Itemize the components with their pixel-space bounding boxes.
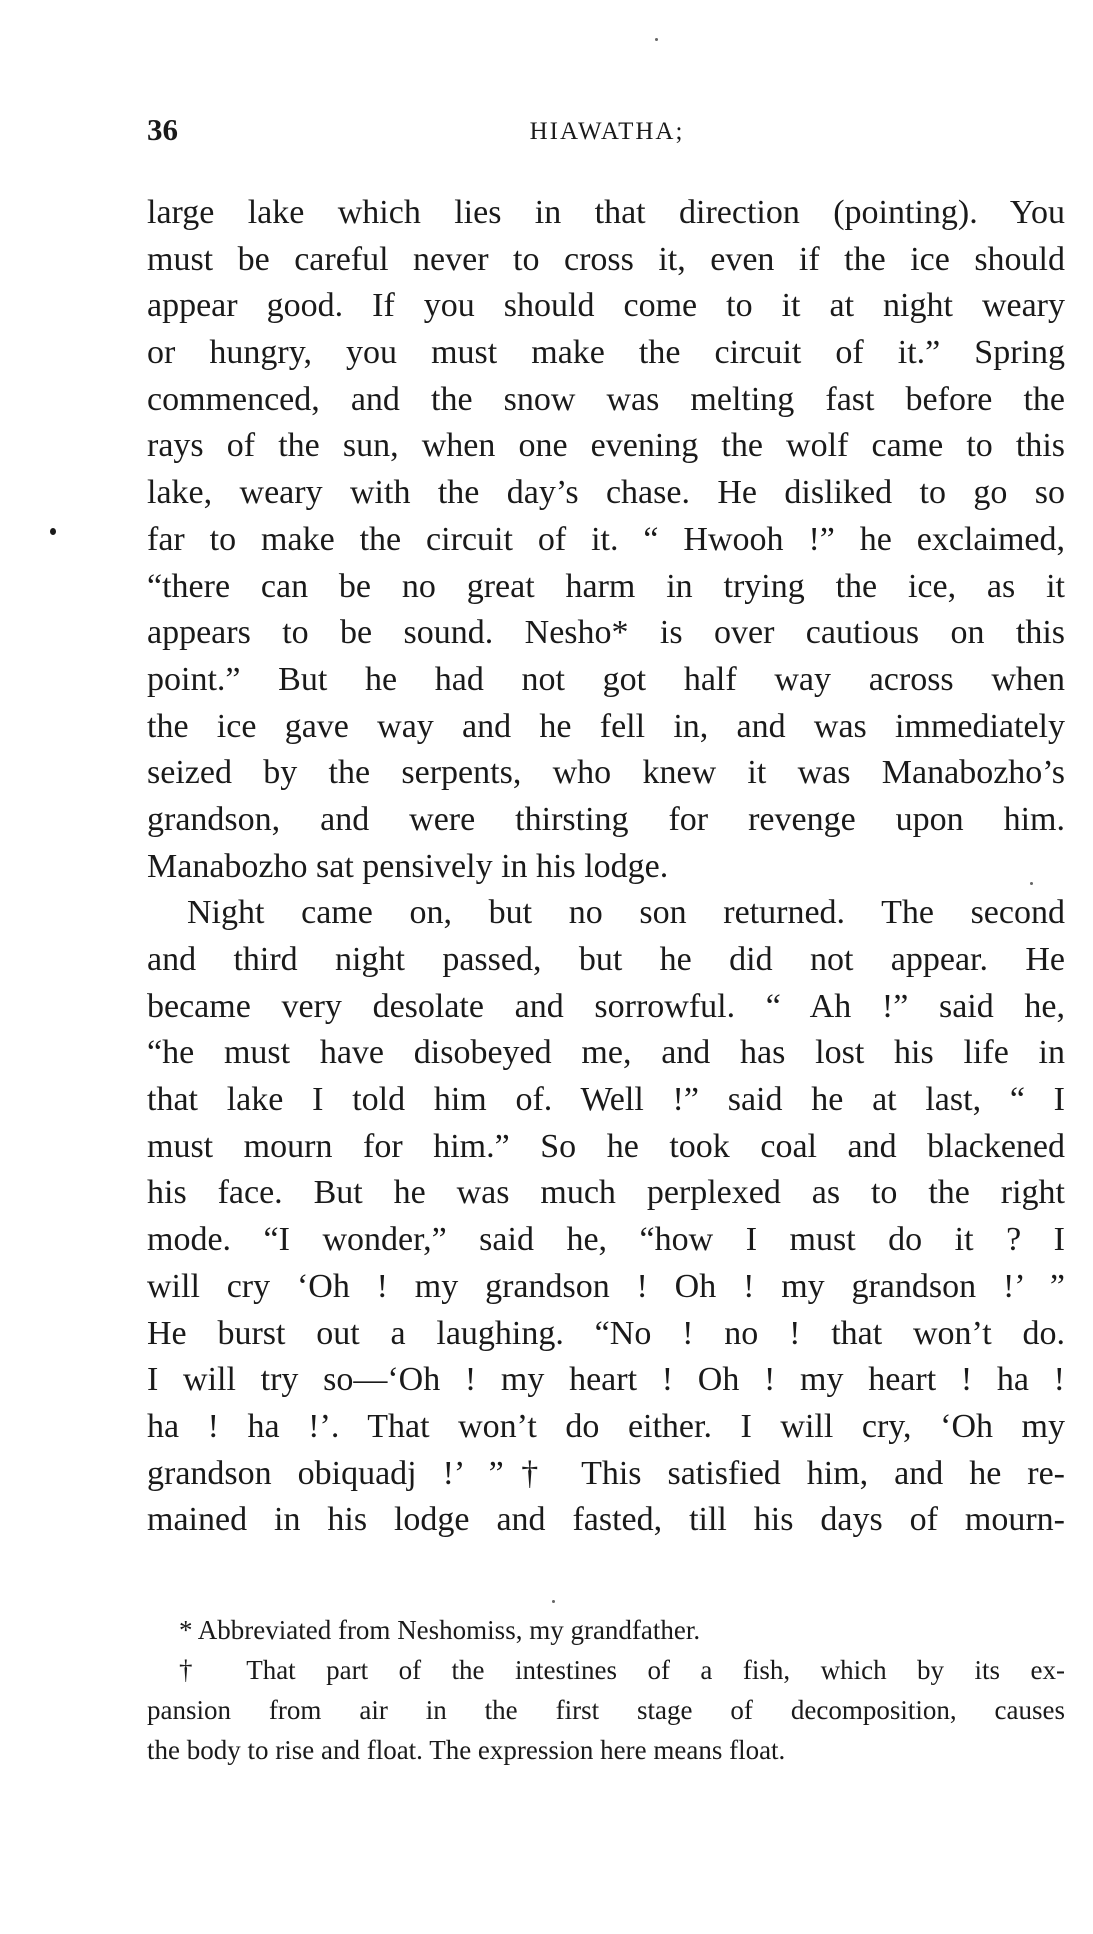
- text-line: and third night passed, but he did not appear. He: [147, 941, 1065, 978]
- paragraph-end-line: Manabozho sat pensively in his lodge.: [147, 847, 669, 885]
- text-line: the ice gave way and he fell in, and was immediately: [147, 707, 1065, 745]
- text-line: grandson, and were thirsting for revenge upon him.: [147, 800, 1065, 838]
- body-text: [147, 190, 1065, 1544]
- text-line: must mourn for him.” So he took coal and blackened: [147, 1127, 1065, 1165]
- text-line: “there can be no great harm in trying the ice, as it: [147, 567, 1065, 605]
- footnotes: [147, 1610, 1065, 1770]
- text-line: far to make the circuit of it. “ Hwooh !” he exclaimed,: [147, 520, 1065, 558]
- text-line: “he must have disobeyed me, and has lost his life in: [147, 1034, 1065, 1072]
- page-number: 36: [147, 112, 178, 147]
- text-line: will cry ‘Oh ! my grandson ! Oh ! my grandson !’ ”: [147, 1267, 1065, 1305]
- print-speck: [655, 38, 658, 41]
- text-line: mained in his lodge and fasted, till his days of mourn-: [147, 1501, 1065, 1539]
- running-head: [147, 112, 1067, 152]
- footnote-asterisk: * Abbreviated from Neshomiss, my grandfather.: [179, 1615, 701, 1645]
- footnote-line: pansion from air in the first stage of decomposition, causes: [147, 1695, 1065, 1725]
- text-line: his face. But he was much perplexed as to the right: [147, 1174, 1065, 1212]
- footnote-dagger: † That part of the intestines of a fish, which by its ex-: [179, 1655, 1065, 1685]
- text-line: point.” But he had not got half way across when: [147, 660, 1065, 698]
- text-line: appear good. If you should come to it at night weary: [147, 287, 1065, 325]
- text-line: must be careful never to cross it, even if the ice should: [147, 240, 1065, 278]
- text-line: appears to be sound. Nesho* is over cautious on this: [147, 614, 1065, 652]
- text-line: large lake which lies in that direction (pointing). You: [147, 194, 1065, 231]
- text-line: grandson obiquadj !’ ”† This satisfied him, and he re-: [147, 1454, 1065, 1492]
- text-line: commenced, and the snow was melting fast before the: [147, 380, 1065, 418]
- text-line: or hungry, you must make the circuit of it.” Spring: [147, 334, 1065, 372]
- text-line: He burst out a laughing. “No ! no ! that won’t do.: [147, 1314, 1065, 1352]
- text-line: ha ! ha !’. That won’t do either. I will cry, ‘Oh my: [147, 1407, 1065, 1445]
- footnote-line: the body to rise and float. The expression here means float.: [147, 1735, 786, 1765]
- text-line: I will try so—‘Oh ! my heart ! Oh ! my heart ! ha !: [147, 1361, 1065, 1399]
- text-line: lake, weary with the day’s chase. He disliked to go so: [147, 474, 1065, 512]
- print-speck: [1030, 882, 1033, 885]
- text-line: became very desolate and sorrowful. “ Ah !” said he,: [147, 987, 1065, 1025]
- text-line: mode. “I wonder,” said he, “how I must do it ? I: [147, 1221, 1065, 1259]
- running-title: HIAWATHA;: [529, 118, 685, 145]
- text-line: rays of the sun, when one evening the wolf came to this: [147, 427, 1065, 465]
- text-line: that lake I told him of. Well !” said he at last, “ I: [147, 1081, 1065, 1119]
- text-line: seized by the serpents, who knew it was Manabozho’s: [147, 754, 1065, 792]
- print-speck: [552, 1600, 555, 1603]
- print-speck: [50, 528, 56, 535]
- paragraph-start-line: Night came on, but no son returned. The second: [187, 894, 1065, 932]
